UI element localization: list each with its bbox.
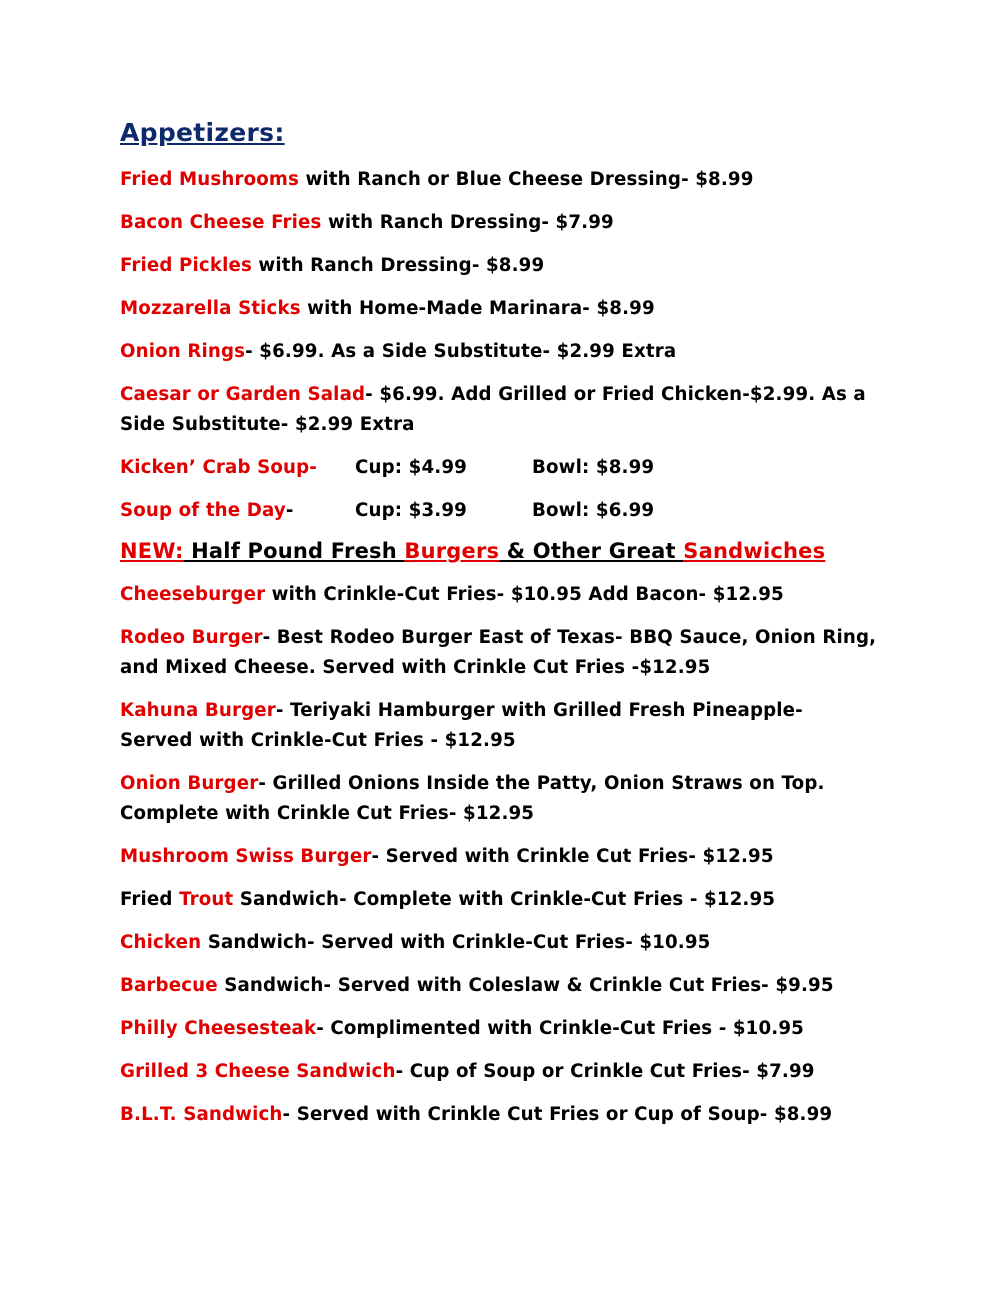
item-desc: with Home-Made Marinara- $8.99 <box>300 298 655 319</box>
item-name: Chicken <box>120 932 202 953</box>
item-desc: - Grilled Onions Inside the Patty, Onion Straws on Top. Complete with Crinkle Cut Fries- $12.95 <box>120 773 825 824</box>
soup-bowl-price: Bowl: $6.99 <box>532 500 655 521</box>
item-name: Caesar or Garden Salad <box>120 384 366 405</box>
item-desc: Sandwich- Served with Crinkle-Cut Fries- $10.95 <box>201 932 711 953</box>
item-desc: - Best Rodeo Burger East of Texas- BBQ Sauce, Onion Ring, and Mixed Cheese. Served with Crinkle Cut Fries -$12.95 <box>120 627 877 678</box>
item-name: Fried Mushrooms <box>120 169 299 190</box>
item-desc: with Ranch Dressing- $8.99 <box>251 255 545 276</box>
item-name: Fried Pickles <box>120 255 252 276</box>
menu-item <box>120 580 880 610</box>
menu-item <box>120 337 880 367</box>
menu-item <box>120 971 880 1001</box>
item-name: Kahuna Burger <box>120 700 276 721</box>
menu-page <box>120 118 880 1143</box>
item-desc: with Ranch or Blue Cheese Dressing- $8.99 <box>298 169 754 190</box>
item-desc: - $6.99. Add Grilled or Fried Chicken-$2.99. As a Side Substitute- $2.99 Extra <box>120 384 866 435</box>
item-desc: with Crinkle-Cut Fries- $10.95 Add Bacon- $12.95 <box>265 584 784 605</box>
item-desc: Sandwich- Complete with Crinkle-Cut Fries - $12.95 <box>233 889 776 910</box>
item-desc: - Complimented with Crinkle-Cut Fries - $10.95 <box>316 1018 804 1039</box>
item-name: Trout <box>179 889 234 910</box>
item-desc: Sandwich- Served with Coleslaw & Crinkle Cut Fries- $9.95 <box>217 975 834 996</box>
menu-item <box>120 885 880 915</box>
soup-bowl-price: Bowl: $8.99 <box>532 457 655 478</box>
menu-item <box>120 1014 880 1044</box>
menu-item <box>120 696 880 756</box>
menu-item <box>120 380 880 440</box>
soup-name: Kicken’ Crab Soup- <box>120 457 317 478</box>
soup-row <box>120 453 880 483</box>
menu-item <box>120 842 880 872</box>
item-name: Mozzarella Sticks <box>120 298 301 319</box>
soup-cup-price: Cup: $4.99 <box>355 457 467 478</box>
item-name: Rodeo Burger <box>120 627 263 648</box>
soup-name-cell <box>120 453 355 483</box>
menu-item <box>120 769 880 829</box>
menu-item <box>120 251 880 281</box>
item-desc: with Ranch Dressing- $7.99 <box>321 212 614 233</box>
menu-item <box>120 294 880 324</box>
item-name: Philly Cheesesteak <box>120 1018 317 1039</box>
appetizers-heading: Appetizers: <box>120 118 285 147</box>
item-desc: - Teriyaki Hamburger with Grilled Fresh Pineapple- Served with Crinkle-Cut Fries - $12.95 <box>120 700 803 751</box>
item-desc: - Served with Crinkle Cut Fries- $12.95 <box>371 846 774 867</box>
heading-text-2: & Other Great <box>499 539 684 563</box>
soup-row <box>120 496 880 526</box>
menu-item <box>120 623 880 683</box>
item-desc: - Served with Crinkle Cut Fries or Cup of Soup- $8.99 <box>282 1104 833 1125</box>
item-name: Onion Burger <box>120 773 259 794</box>
soup-name-cell <box>120 496 355 526</box>
menu-item <box>120 208 880 238</box>
item-name: Onion Rings <box>120 341 246 362</box>
menu-item <box>120 928 880 958</box>
item-prefix: Fried <box>120 889 180 910</box>
heading-text-1: Half Pound Fresh <box>183 539 405 563</box>
item-desc: - Cup of Soup or Crinkle Cut Fries- $7.99 <box>395 1061 815 1082</box>
item-name: B.L.T. Sandwich <box>120 1104 283 1125</box>
burgers-label: Burgers <box>404 539 500 563</box>
soup-suffix: - <box>285 500 294 521</box>
item-name: Cheeseburger <box>120 584 266 605</box>
item-name: Grilled 3 Cheese Sandwich <box>120 1061 396 1082</box>
item-desc: - $6.99. As a Side Substitute- $2.99 Extra <box>245 341 677 362</box>
menu-item <box>120 165 880 195</box>
item-name: Barbecue <box>120 975 218 996</box>
item-name: Bacon Cheese Fries <box>120 212 322 233</box>
menu-item <box>120 1057 880 1087</box>
soup-name: Soup of the Day <box>120 500 286 521</box>
sandwiches-heading <box>120 539 880 563</box>
sandwiches-label: Sandwiches <box>683 539 826 563</box>
menu-item <box>120 1100 880 1130</box>
soup-cup-price: Cup: $3.99 <box>355 500 467 521</box>
item-name: Mushroom Swiss Burger <box>120 846 372 867</box>
new-label: NEW: <box>120 539 184 563</box>
